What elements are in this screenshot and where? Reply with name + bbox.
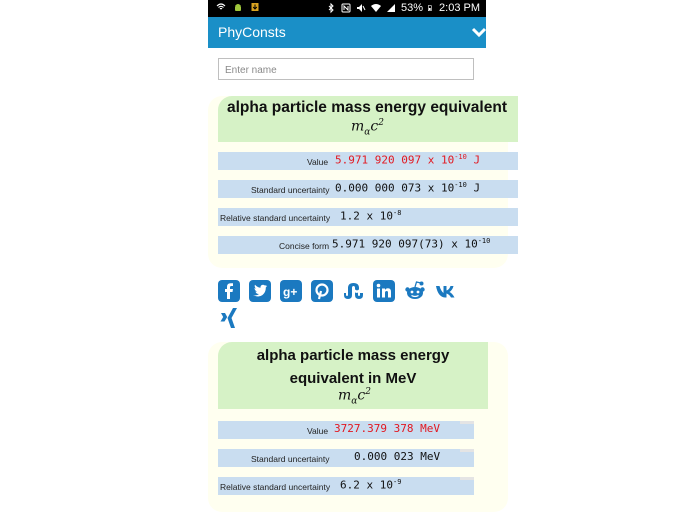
google-plus-icon[interactable] [280, 280, 302, 302]
card-formula: $m_\alpha c^2$ [351, 118, 384, 138]
pinterest-icon[interactable] [311, 280, 333, 302]
nfc-icon [341, 3, 351, 13]
wifi-icon [216, 2, 226, 12]
reddit-icon[interactable] [404, 280, 426, 302]
value-row [218, 421, 474, 439]
app-bar [208, 17, 486, 48]
search-field[interactable] [218, 58, 474, 80]
card-title-line2: equivalent in MeV [289, 370, 417, 387]
cell-signal-icon [386, 3, 396, 13]
share-bar [218, 280, 488, 329]
phone-screen [208, 0, 507, 494]
clock: 2:03 PM [439, 2, 480, 14]
constant-card [208, 96, 508, 268]
row-label: Relative standard uncertainty [220, 213, 331, 223]
vk-icon[interactable] [435, 280, 457, 302]
row-label: Standard uncertainty [251, 454, 330, 464]
facebook-icon[interactable] [218, 280, 240, 302]
search-input[interactable] [223, 60, 467, 80]
row-stub [460, 477, 474, 480]
uncertainty-row [218, 449, 474, 467]
relative-uncertainty-row [218, 208, 518, 226]
battery-percent: 53% [401, 2, 424, 14]
svg-text:g+: g+ [283, 285, 298, 299]
relative-uncertainty-row [218, 477, 474, 495]
card-formula: $m_\alpha c^2$ [338, 387, 371, 407]
battery-icon [428, 3, 434, 13]
uncertainty-row [218, 180, 518, 198]
download-icon [250, 2, 260, 12]
constant-card [208, 342, 508, 512]
mute-icon [356, 3, 366, 13]
row-label: Concise form [279, 241, 330, 251]
row-label: Value [307, 157, 329, 167]
app-title: PhyConsts [218, 24, 286, 40]
status-bar [208, 0, 486, 17]
row-label: Relative standard uncertainty [220, 482, 331, 492]
row-value[interactable]: 1.2 x $10^{-8}$ [340, 209, 402, 223]
row-label: Standard uncertainty [251, 185, 330, 195]
linkedin-icon[interactable] [373, 280, 395, 302]
card-header [218, 342, 488, 409]
value-row [218, 152, 518, 170]
stumbleupon-icon[interactable] [342, 280, 364, 302]
android-icon [233, 2, 243, 12]
wifi-signal-icon [371, 3, 381, 13]
row-value[interactable]: 5.971 920 097 x $10^{-10}$ J [335, 153, 481, 167]
row-stub [460, 449, 474, 452]
row-value[interactable]: 5.971 920 097(73) x $10^{-10}$ [332, 237, 491, 251]
xing-icon[interactable] [218, 307, 240, 329]
card-title-line1: alpha particle mass energy [256, 347, 450, 364]
row-value[interactable]: 3727.379 378 MeV [334, 422, 440, 435]
row-value[interactable]: 0.000 023 MeV [354, 450, 441, 463]
row-label: Value [307, 426, 329, 436]
row-value[interactable]: 6.2 x $10^{-9}$ [340, 478, 402, 492]
row-value[interactable]: 0.000 000 073 x $10^{-10}$ J [335, 181, 481, 195]
bluetooth-icon [326, 3, 336, 13]
card-title: alpha particle mass energy equivalent [227, 99, 507, 116]
card-header [218, 96, 518, 142]
chevron-down-icon[interactable] [472, 23, 486, 41]
twitter-icon[interactable] [249, 280, 271, 302]
concise-form-row [218, 236, 518, 254]
row-stub [460, 421, 474, 424]
